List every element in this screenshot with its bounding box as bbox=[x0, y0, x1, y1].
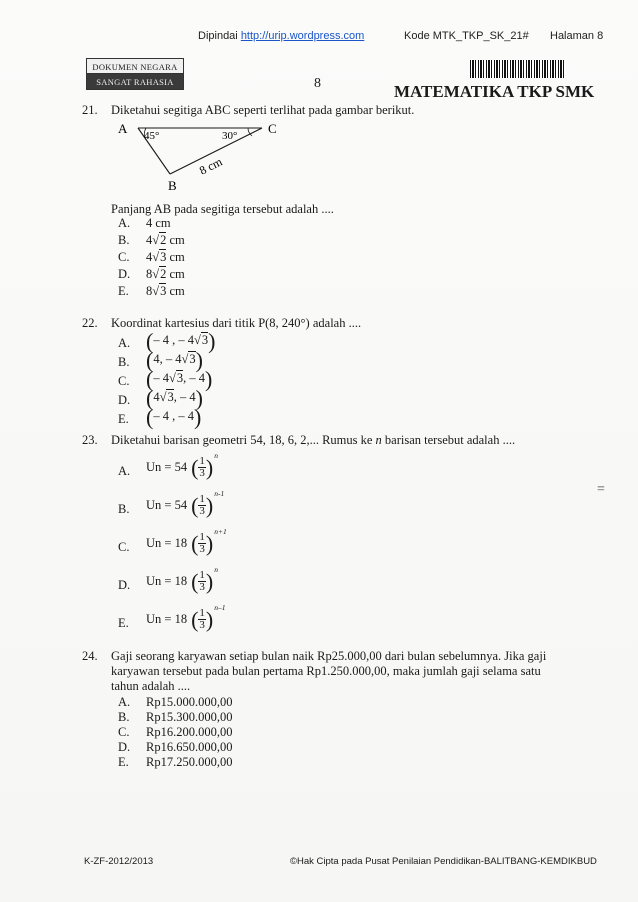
page-number: 8 bbox=[314, 76, 321, 91]
option-label: C. bbox=[118, 374, 130, 388]
option-label: A. bbox=[118, 464, 131, 478]
radicand: 3 bbox=[176, 371, 184, 385]
radicand: 3 bbox=[189, 352, 196, 366]
exponent: n-1 bbox=[214, 489, 225, 499]
question-21-text: Diketahui segitiga ABC seperti terlihat pada gambar berikut. bbox=[111, 103, 415, 117]
exponent: n–1 bbox=[214, 603, 226, 613]
fraction-numerator: 1 bbox=[199, 531, 205, 543]
option-label: C. bbox=[118, 725, 130, 739]
question-23-number: 23. bbox=[82, 433, 98, 447]
question-24-number: 24. bbox=[82, 649, 98, 663]
open-paren: ( bbox=[191, 455, 199, 480]
open-paren: ( bbox=[191, 531, 199, 556]
option-label: D. bbox=[118, 578, 131, 592]
scan-source bbox=[198, 30, 364, 42]
fraction bbox=[198, 456, 206, 479]
coord-part-a: – 4 bbox=[153, 371, 169, 385]
radical-sign: √ bbox=[193, 333, 201, 347]
option-coefficient: 4 cm bbox=[146, 216, 171, 230]
option-label: E. bbox=[118, 616, 129, 630]
vertex-b-label: B bbox=[168, 178, 177, 193]
option-value bbox=[146, 284, 185, 299]
close-paren: ) bbox=[205, 569, 214, 594]
option-label: B. bbox=[118, 355, 130, 369]
option-value bbox=[146, 489, 225, 518]
option-value bbox=[146, 267, 185, 282]
option-coefficient: 4 bbox=[146, 250, 153, 264]
question-24-line-2: karyawan tersebut pada bulan pertama Rp1.250.000,00, maka jumlah gaji selama satu bbox=[111, 664, 541, 678]
option-label: A. bbox=[118, 695, 131, 709]
fraction bbox=[198, 608, 206, 631]
option-label: E. bbox=[118, 284, 129, 298]
close-paren: ) bbox=[195, 347, 203, 373]
open-paren: ( bbox=[191, 493, 199, 518]
vertex-a-label: A bbox=[118, 121, 128, 136]
footer-code: K-ZF-2012/2013 bbox=[84, 856, 154, 867]
option-label: C. bbox=[118, 250, 130, 264]
option-value bbox=[146, 347, 203, 373]
question-23-text bbox=[111, 433, 515, 448]
open-paren: ( bbox=[191, 569, 199, 594]
fraction-numerator: 1 bbox=[199, 493, 205, 505]
fraction bbox=[198, 494, 206, 517]
fraction-denominator: 3 bbox=[199, 543, 205, 555]
option-label: A. bbox=[118, 336, 131, 350]
question-21-number: 21. bbox=[82, 103, 98, 117]
barcode bbox=[470, 60, 566, 78]
option-value bbox=[146, 366, 213, 392]
question-21-prompt: Panjang AB pada segitiga tersebut adalah .... bbox=[111, 202, 334, 216]
scan-prefix: Dipindai bbox=[198, 30, 238, 42]
coord-part-c: , – 4 bbox=[183, 371, 205, 385]
page-label: Halaman 8 bbox=[550, 30, 604, 42]
fraction-numerator: 1 bbox=[199, 569, 205, 581]
option-value: Rp15.000.000,00 bbox=[146, 695, 233, 709]
close-paren: ) bbox=[208, 328, 216, 354]
radicand: 2 bbox=[160, 233, 167, 247]
option-label: C. bbox=[118, 540, 130, 554]
close-paren: ) bbox=[204, 366, 213, 392]
option-value bbox=[146, 216, 171, 231]
fraction-numerator: 1 bbox=[199, 607, 205, 619]
option-coefficient: 8 bbox=[146, 284, 153, 298]
option-label: B. bbox=[118, 233, 130, 247]
close-paren: ) bbox=[195, 385, 203, 411]
open-paren: ( bbox=[191, 607, 199, 632]
radical-sign: √ bbox=[152, 233, 160, 247]
fraction bbox=[198, 570, 206, 593]
fraction-denominator: 3 bbox=[199, 619, 205, 631]
radicand: 2 bbox=[160, 267, 167, 281]
radicand: 3 bbox=[167, 390, 174, 404]
close-paren: ) bbox=[205, 607, 214, 632]
option-value bbox=[146, 565, 218, 594]
triangle-figure bbox=[110, 118, 280, 196]
formula-lhs: Un = 18 bbox=[146, 574, 188, 588]
option-label: A. bbox=[118, 216, 131, 230]
q23-text-post: barisan tersebut adalah .... bbox=[381, 433, 516, 447]
secrecy-box: SANGAT RAHASIA bbox=[86, 73, 184, 90]
question-24-line-1: Gaji seorang karyawan setiap bulan naik Rp25.000,00 dari bulan sebelumnya. Jika gaji bbox=[111, 649, 547, 663]
radical-sign: √ bbox=[168, 371, 176, 385]
fraction bbox=[198, 532, 206, 555]
radical-sign: √ bbox=[181, 352, 189, 366]
option-value bbox=[146, 250, 185, 265]
angle-a-label: 45° bbox=[144, 130, 160, 142]
side-length-label: 8 cm bbox=[197, 154, 225, 178]
question-24-line-3: tahun adalah .... bbox=[111, 679, 191, 693]
open-paren: ( bbox=[146, 347, 154, 373]
option-coefficient: 8 bbox=[146, 267, 153, 281]
option-value: Rp17.250.000,00 bbox=[146, 755, 233, 769]
option-label: D. bbox=[118, 740, 131, 754]
option-label: B. bbox=[118, 502, 130, 516]
q23-text-pre: Diketahui barisan geometri 54, 18, 6, 2,... Rumus ke bbox=[111, 433, 376, 447]
close-paren: ) bbox=[205, 531, 214, 556]
option-label: E. bbox=[118, 412, 129, 426]
formula-lhs: Un = 18 bbox=[146, 536, 188, 550]
question-22-text: Koordinat kartesius dari titik P(8, 240°) adalah .... bbox=[111, 316, 362, 330]
option-label: D. bbox=[118, 267, 131, 281]
vertex-c-label: C bbox=[268, 121, 277, 136]
option-value bbox=[146, 233, 185, 248]
option-value: Rp16.200.000,00 bbox=[146, 725, 233, 739]
fraction-denominator: 3 bbox=[199, 505, 205, 517]
radical-sign: √ bbox=[159, 390, 167, 404]
doc-code: Kode MTK_TKP_SK_21# bbox=[404, 30, 529, 42]
fraction-denominator: 3 bbox=[199, 581, 205, 593]
option-unit: cm bbox=[166, 284, 185, 298]
option-value: Rp15.300.000,00 bbox=[146, 710, 233, 724]
option-label: B. bbox=[118, 710, 130, 724]
option-value bbox=[146, 328, 216, 354]
option-value bbox=[146, 451, 218, 480]
side-mark: = bbox=[597, 482, 605, 497]
exponent: n bbox=[214, 565, 218, 575]
footer-copyright: ©Hak Cipta pada Pusat Penilaian Pendidikan-BALITBANG-KEMDIKBUD bbox=[290, 856, 597, 867]
formula-lhs: Un = 18 bbox=[146, 612, 188, 626]
fraction-denominator: 3 bbox=[199, 467, 205, 479]
open-paren: ( bbox=[146, 385, 154, 411]
option-label: E. bbox=[118, 755, 129, 769]
source-link[interactable]: http://urip.wordpress.com bbox=[240, 30, 365, 42]
q23-text-n: n bbox=[375, 433, 382, 447]
radical-sign: √ bbox=[152, 284, 160, 298]
option-unit: cm bbox=[166, 233, 185, 247]
close-paren: ) bbox=[205, 455, 214, 480]
option-value bbox=[146, 527, 227, 556]
option-value bbox=[146, 404, 202, 430]
option-value bbox=[146, 603, 226, 632]
question-22-number: 22. bbox=[82, 316, 98, 330]
radicand: 3 bbox=[160, 250, 167, 264]
option-unit: cm bbox=[166, 267, 185, 281]
open-paren: ( bbox=[146, 366, 154, 392]
radical-sign: √ bbox=[152, 250, 160, 264]
open-paren: ( bbox=[146, 404, 154, 430]
exponent: n bbox=[214, 451, 218, 461]
coord-part-a: – 4 , – 4 bbox=[153, 333, 194, 347]
option-value bbox=[146, 385, 203, 411]
coord-part-a: 4 bbox=[153, 390, 160, 404]
radical-sign: √ bbox=[152, 267, 160, 281]
angle-c-label: 30° bbox=[222, 130, 238, 142]
exponent: n+1 bbox=[214, 527, 227, 537]
option-value: Rp16.650.000,00 bbox=[146, 740, 233, 754]
close-paren: ) bbox=[193, 404, 202, 430]
radicand: 3 bbox=[201, 333, 209, 347]
close-paren: ) bbox=[205, 493, 214, 518]
fraction-numerator: 1 bbox=[199, 455, 205, 467]
subject-title: MATEMATIKA TKP SMK bbox=[394, 82, 595, 101]
option-coefficient: 4 bbox=[146, 233, 153, 247]
option-label: D. bbox=[118, 393, 131, 407]
radicand: 3 bbox=[160, 284, 167, 298]
formula-lhs: Un = 54 bbox=[146, 460, 188, 474]
option-unit: cm bbox=[166, 250, 185, 264]
coord-part-a: 4, – 4 bbox=[153, 352, 182, 366]
coord-part-c: , – 4 bbox=[173, 390, 196, 404]
coord-part-a: – 4 , – 4 bbox=[153, 409, 194, 423]
open-paren: ( bbox=[146, 328, 154, 354]
document-class-box: DOKUMEN NEGARA bbox=[86, 58, 184, 75]
formula-lhs: Un = 54 bbox=[146, 498, 188, 512]
